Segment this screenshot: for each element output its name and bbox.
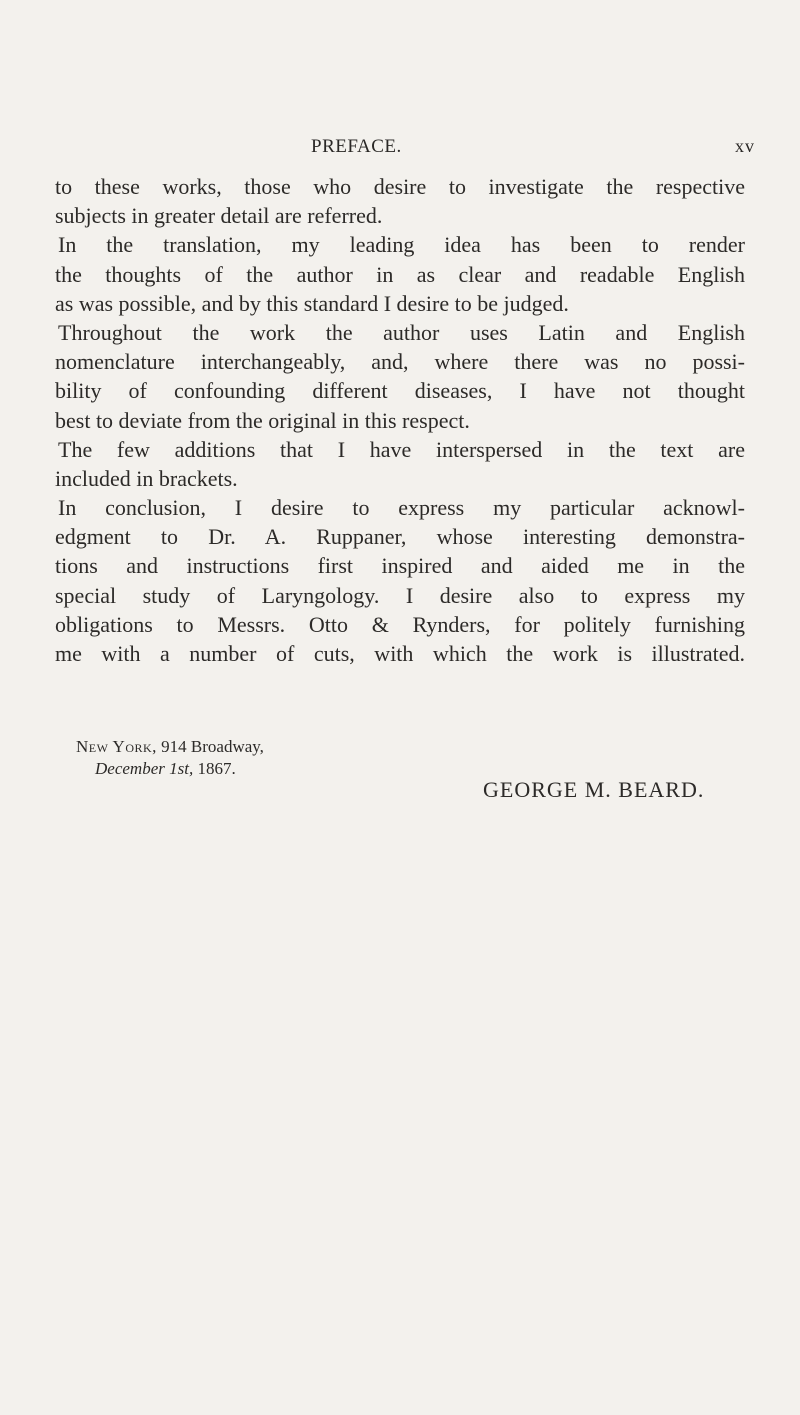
dateline-date-line: [76, 758, 264, 780]
dateline: [76, 736, 264, 780]
text-line: me with a number of cuts, with which the work is illustrated.: [55, 641, 745, 666]
text-line: Throughout the work the author uses Latin and English: [58, 319, 745, 345]
dateline-place-line: [76, 736, 264, 758]
text-line: The few additions that I have interspersed in the text are: [58, 436, 745, 462]
text-line: best to deviate from the original in this respect.: [55, 407, 470, 433]
text-line: In the translation, my leading idea has been to render: [58, 232, 745, 258]
page-number: xv: [735, 136, 755, 156]
text-line: nomenclature interchangeably, and, where there was no possi-: [55, 349, 745, 375]
dateline-year: 1867.: [197, 759, 236, 778]
text-line: subjects in greater detail are referred.: [55, 203, 383, 229]
text-line: included in brackets.: [55, 465, 238, 491]
dateline-place: New York,: [76, 737, 157, 756]
running-head: PREFACE.: [311, 136, 402, 157]
text-line: In conclusion, I desire to express my particular acknowl-: [58, 495, 745, 521]
preface-body: [55, 172, 745, 668]
text-line: tions and instructions first inspired and aided me in the: [55, 553, 745, 579]
text-line: to these works, those who desire to investigate the respective: [55, 174, 745, 199]
dateline-month-day: December 1st,: [95, 759, 194, 778]
text-line: bility of confounding different diseases, I have not thought: [55, 378, 745, 404]
text-line: edgment to Dr. A. Ruppaner, whose interesting demonstra-: [55, 524, 745, 550]
dateline-address: 914 Broadway,: [161, 737, 264, 756]
text-line: as was possible, and by this standard I desire to be judged.: [55, 290, 569, 316]
text-line: obligations to Messrs. Otto & Rynders, for politely furnishing: [55, 611, 745, 637]
text-line: the thoughts of the author in as clear and readable English: [55, 261, 745, 287]
text-line: special study of Laryngology. I desire also to express my: [55, 582, 745, 608]
page-header: [0, 136, 800, 160]
author-signature: GEORGE M. BEARD.: [483, 777, 705, 802]
